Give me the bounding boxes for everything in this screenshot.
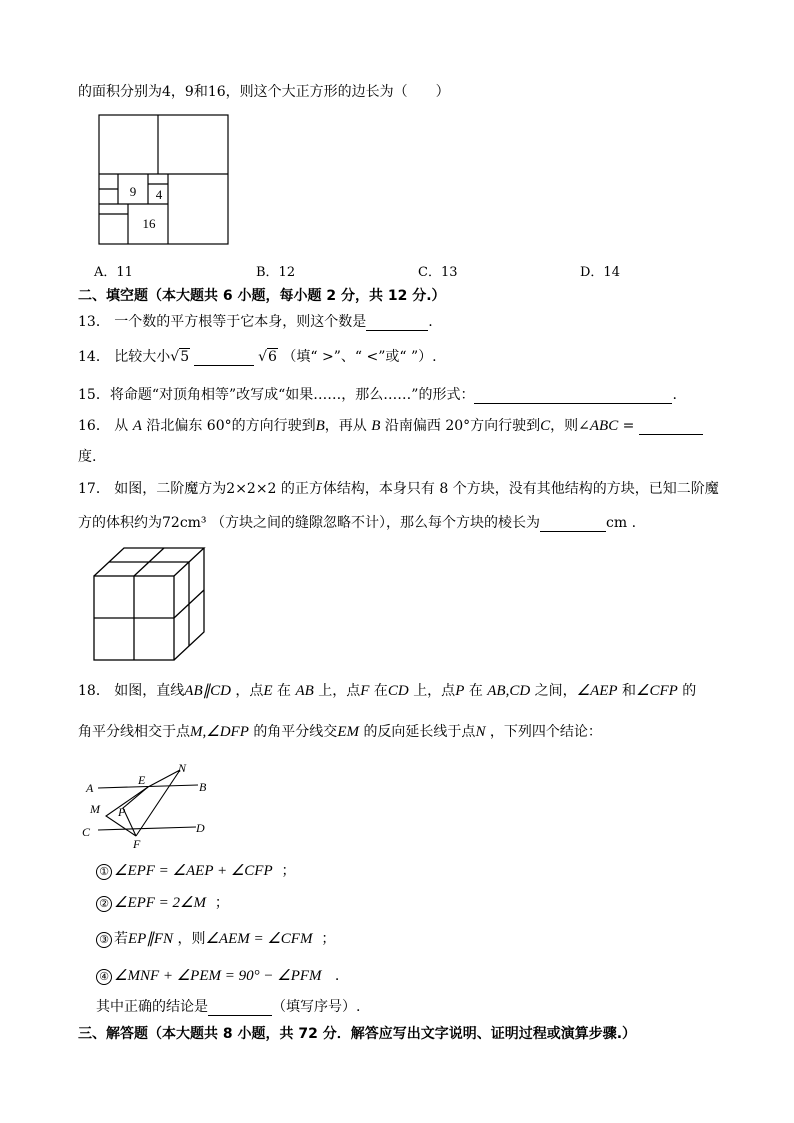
q18-answer-hint: （填写序号）. xyxy=(272,999,361,1015)
q14-number: 14． xyxy=(78,349,110,365)
section-3-heading: 三、解答题（本大题共 8 小题，共 72 分．解答应写出文字说明、证明过程或演算步骤.） xyxy=(78,1026,637,1042)
conclusion-1-text: ∠EPF = ∠AEP + ∠CFP xyxy=(114,863,273,879)
square-label-9: 9 xyxy=(129,184,137,199)
point-b-2: B xyxy=(371,418,381,434)
q17-number: 17． xyxy=(78,481,110,497)
point-c: C xyxy=(540,418,551,434)
q18-line-2 xyxy=(78,723,602,741)
q18-t1: 如图，直线 xyxy=(114,683,185,699)
q18-t3: 在 xyxy=(277,683,292,699)
q18-t5: 在 xyxy=(373,683,388,699)
q18-number: 18． xyxy=(78,683,110,699)
conclusion-2-text: ∠EPF = 2∠M xyxy=(114,895,206,911)
q14-answer-blank[interactable] xyxy=(194,351,254,366)
label-b: B xyxy=(199,780,207,794)
q16-text-c: ，再从 xyxy=(324,418,367,434)
q16-text-d: 沿南偏西 20°方向行驶到 xyxy=(384,418,541,434)
angle-aep: ∠AEP xyxy=(576,683,618,699)
squares-figure xyxy=(98,114,230,246)
question-15 xyxy=(78,386,677,404)
angle-cfp: ∠CFP xyxy=(636,683,678,699)
question-17 xyxy=(78,480,719,498)
conclusion-4-text: ∠MNF + ∠PEM = 90° − ∠PFM xyxy=(114,968,322,984)
section-2-heading: 二、填空题（本大题共 6 小题，每小题 2 分，共 12 分.） xyxy=(78,288,446,304)
q12-intro: 的面积分别为4，9和16，则这个大正方形的边长为（ ） xyxy=(78,84,450,100)
point-b: B xyxy=(315,418,325,434)
point-p: P xyxy=(455,683,465,699)
line-cd: CD xyxy=(387,683,409,699)
angle-abc: ABC xyxy=(589,418,619,434)
q17-line-2-text: 方的体积约为72cm³ （方块之间的缝隙忽略不计），那么每个方块的棱长为 xyxy=(78,515,540,531)
q14-hint: （填“ >”、“ <”或“ ”）. xyxy=(282,349,437,365)
option-b: B．12 xyxy=(256,265,296,280)
q17-unit: cm . xyxy=(606,515,637,531)
q15-number: 15． xyxy=(78,387,110,403)
q15-tail: . xyxy=(672,387,677,403)
q18-answer-blank[interactable] xyxy=(208,1001,272,1016)
line-ab: AB xyxy=(295,683,314,699)
conclusion-4-tail: . xyxy=(334,968,340,984)
q15-text: 将命题“对顶角相等”改写成“如果……，那么……”的形式： xyxy=(109,387,475,403)
q13-answer-blank[interactable] xyxy=(366,316,428,331)
q17-line-1: 如图，二阶魔方为2×2×2 的正方体结构，本身只有 8 个方块，没有其他结构的方块，已知二阶魔 xyxy=(114,481,719,497)
q17-line-2 xyxy=(78,514,636,532)
q15-answer-blank[interactable] xyxy=(474,389,672,404)
square-label-4: 4 xyxy=(155,187,163,202)
conclusion-3-tail: ； xyxy=(321,931,336,947)
option-c: C．13 xyxy=(418,265,458,280)
q13-tail: . xyxy=(428,314,433,330)
label-f: F xyxy=(133,837,141,851)
q16-answer-blank[interactable] xyxy=(639,420,703,435)
q16-number: 16． xyxy=(78,418,110,434)
option-d: D．14 xyxy=(580,265,620,280)
q18-t6: 上，点 xyxy=(413,683,456,699)
label-n: N xyxy=(178,761,187,775)
q13-text: 一个数的平方根等于它本身，则这个数是 xyxy=(114,314,367,330)
conclusion-3-mid: ，则 xyxy=(177,931,206,947)
point-a: A xyxy=(132,418,142,434)
conclusion-3-cond: EP∥FN xyxy=(128,931,173,947)
q16-equals: = xyxy=(618,418,635,434)
conclusion-3-result: ∠AEM = ∠CFM xyxy=(205,931,313,947)
sqrt-5: √5 xyxy=(170,349,190,365)
q18-t9: 和 xyxy=(622,683,637,699)
conclusion-2 xyxy=(96,894,229,912)
label-a: A xyxy=(86,781,94,795)
q18-t14: ，下列四个结论： xyxy=(489,724,602,740)
q18-t8: 之间， xyxy=(534,683,577,699)
point-m-angle-dfp: M,∠DFP xyxy=(190,724,249,740)
q18-t2: ，点 xyxy=(235,683,264,699)
q18-answer-text: 其中正确的结论是 xyxy=(96,999,208,1015)
square-label-16: 16 xyxy=(142,216,156,231)
question-18 xyxy=(78,682,696,700)
conclusion-3 xyxy=(96,930,335,948)
ab-parallel-cd: AB∥CD xyxy=(184,683,231,699)
q18-t10: 的 xyxy=(682,683,697,699)
q18-t12: 的角平分线交 xyxy=(253,724,338,740)
question-13 xyxy=(78,313,433,331)
q18-answer-line xyxy=(96,998,360,1016)
label-e: E xyxy=(138,773,146,787)
point-f: F xyxy=(360,683,370,699)
point-e: E xyxy=(263,683,273,699)
q13-number: 13． xyxy=(78,314,110,330)
label-d: D xyxy=(196,821,205,835)
conclusion-1-tail: ； xyxy=(281,863,296,879)
conclusion-4-num: ④ xyxy=(96,969,112,985)
q18-t11: 角平分线相交于点 xyxy=(78,724,190,740)
sqrt-6: √6 xyxy=(258,349,277,365)
q14-text: 比较大小 xyxy=(114,349,171,365)
q18-t4: 上，点 xyxy=(318,683,361,699)
conclusion-2-tail: ； xyxy=(214,895,229,911)
conclusion-4 xyxy=(96,967,339,985)
rubiks-cube-figure xyxy=(92,546,208,666)
q16-line-2: 度. xyxy=(78,449,97,465)
q16-text-e: ，则∠ xyxy=(550,418,590,434)
q17-answer-blank[interactable] xyxy=(540,517,606,532)
q16-text-b: 沿北偏东 60°的方向行驶到 xyxy=(146,418,316,434)
q18-t7: 在 xyxy=(468,683,483,699)
lines-ab-cd: AB,CD xyxy=(487,683,531,699)
conclusion-1 xyxy=(96,862,296,880)
question-14 xyxy=(78,348,437,366)
q18-t13: 的反向延长线于点 xyxy=(363,724,476,740)
label-c: C xyxy=(82,825,91,839)
conclusion-2-num: ② xyxy=(96,896,112,912)
option-a: A．11 xyxy=(94,265,133,280)
parallel-lines-figure xyxy=(78,758,218,852)
label-m: M xyxy=(90,802,100,816)
q16-text-a: 从 xyxy=(114,418,129,434)
conclusion-3-pre: 若 xyxy=(114,931,128,947)
label-p: P xyxy=(118,805,126,819)
point-n: N xyxy=(475,724,486,740)
conclusion-1-num: ① xyxy=(96,864,112,880)
line-em: EM xyxy=(337,724,359,740)
conclusion-3-num: ③ xyxy=(96,932,112,948)
question-16 xyxy=(78,417,703,435)
